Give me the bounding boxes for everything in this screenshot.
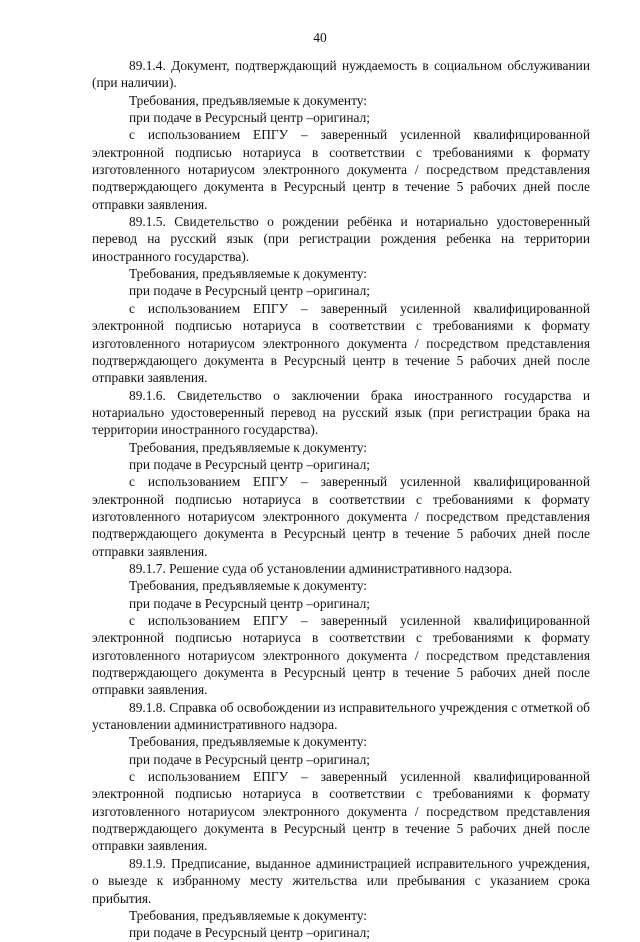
item-89-1-9-heading: 89.1.9. Предписание, выданное администрацией исправительного учреждения, о выезде к избранному месту жительства или пребывания с указанием срока прибытия. — [92, 855, 590, 906]
page-number: 40 — [313, 30, 327, 45]
item-89-1-6-heading: 89.1.6. Свидетельство о заключении брака иностранного государства и нотариально удостоверенный перевод на русский язык (при регистрации брака на территории иностранного государства). — [92, 387, 590, 438]
requirements-label: Требования, предъявляемые к документу: — [129, 734, 368, 750]
requirement-in-person: при подаче в Ресурсный центр –оригинал; — [129, 283, 370, 299]
requirement-epgu: с использованием ЕПГУ – заверенный усиленной квалифицированной электронной подписью нотариуса в соответствии с требованиями к формату изготовленного нотариусом электронного документа / посредством представления подтверждающего документа в Ресурсный центр в течение 5 рабочих дней после отправки заявления. — [92, 769, 590, 854]
requirements-label: Требования, предъявляемые к документу: — [129, 578, 368, 594]
requirement-in-person: при подаче в Ресурсный центр –оригинал; — [129, 925, 370, 941]
requirements-label: Требования, предъявляемые к документу: — [129, 439, 368, 455]
requirement-in-person: при подаче в Ресурсный центр –оригинал; — [129, 595, 370, 611]
document-body — [92, 57, 590, 942]
item-89-1-8-heading: 89.1.8. Справка об освобождении из исправительного учреждения с отметкой об установлении административного надзора. — [92, 699, 590, 733]
requirement-epgu: с использованием ЕПГУ – заверенный усиленной квалифицированной электронной подписью нотариуса в соответствии с требованиями к формату изготовленного нотариусом электронного документа / посредством представления подтверждающего документа в Ресурсный центр в течение 5 рабочих дней после отправки заявления. — [92, 613, 590, 698]
item-89-1-4-heading: 89.1.4. Документ, подтверждающий нуждаемость в социальном обслуживании (при наличии). — [92, 58, 590, 91]
requirements-label: Требования, предъявляемые к документу: — [129, 266, 368, 282]
requirement-epgu: с использованием ЕПГУ – заверенный усиленной квалифицированной электронной подписью нотариуса в соответствии с требованиями к формату изготовленного нотариусом электронного документа / посредством представления подтверждающего документа в Ресурсный центр в течение 5 рабочих дней после отправки заявления. — [92, 474, 590, 559]
requirements-label: Требования, предъявляемые к документу: — [129, 92, 368, 108]
requirement-in-person: при подаче в Ресурсный центр –оригинал; — [129, 110, 370, 126]
requirement-epgu: с использованием ЕПГУ – заверенный усиленной квалифицированной электронной подписью нотариуса в соответствии с требованиями к формату изготовленного нотариусом электронного документа / посредством представления подтверждающего документа в Ресурсный центр в течение 5 рабочих дней после отправки заявления. — [92, 127, 590, 212]
requirement-in-person: при подаче в Ресурсный центр –оригинал; — [129, 456, 370, 472]
item-89-1-5-heading: 89.1.5. Свидетельство о рождении ребёнка и нотариально удостоверенный перевод на русский язык (при регистрации рождения ребенка на территории иностранного государства). — [92, 214, 590, 264]
requirements-label: Требования, предъявляемые к документу: — [129, 907, 368, 923]
item-89-1-7-heading: 89.1.7. Решение суда об установлении административного надзора. — [129, 560, 513, 576]
requirement-epgu: с использованием ЕПГУ – заверенный усиленной квалифицированной электронной подписью нотариуса в соответствии с требованиями к формату изготовленного нотариусом электронного документа / посредством представления подтверждающего документа в Ресурсный центр в течение 5 рабочих дней после отправки заявления. — [92, 300, 590, 386]
requirement-in-person: при подаче в Ресурсный центр –оригинал; — [129, 751, 370, 767]
